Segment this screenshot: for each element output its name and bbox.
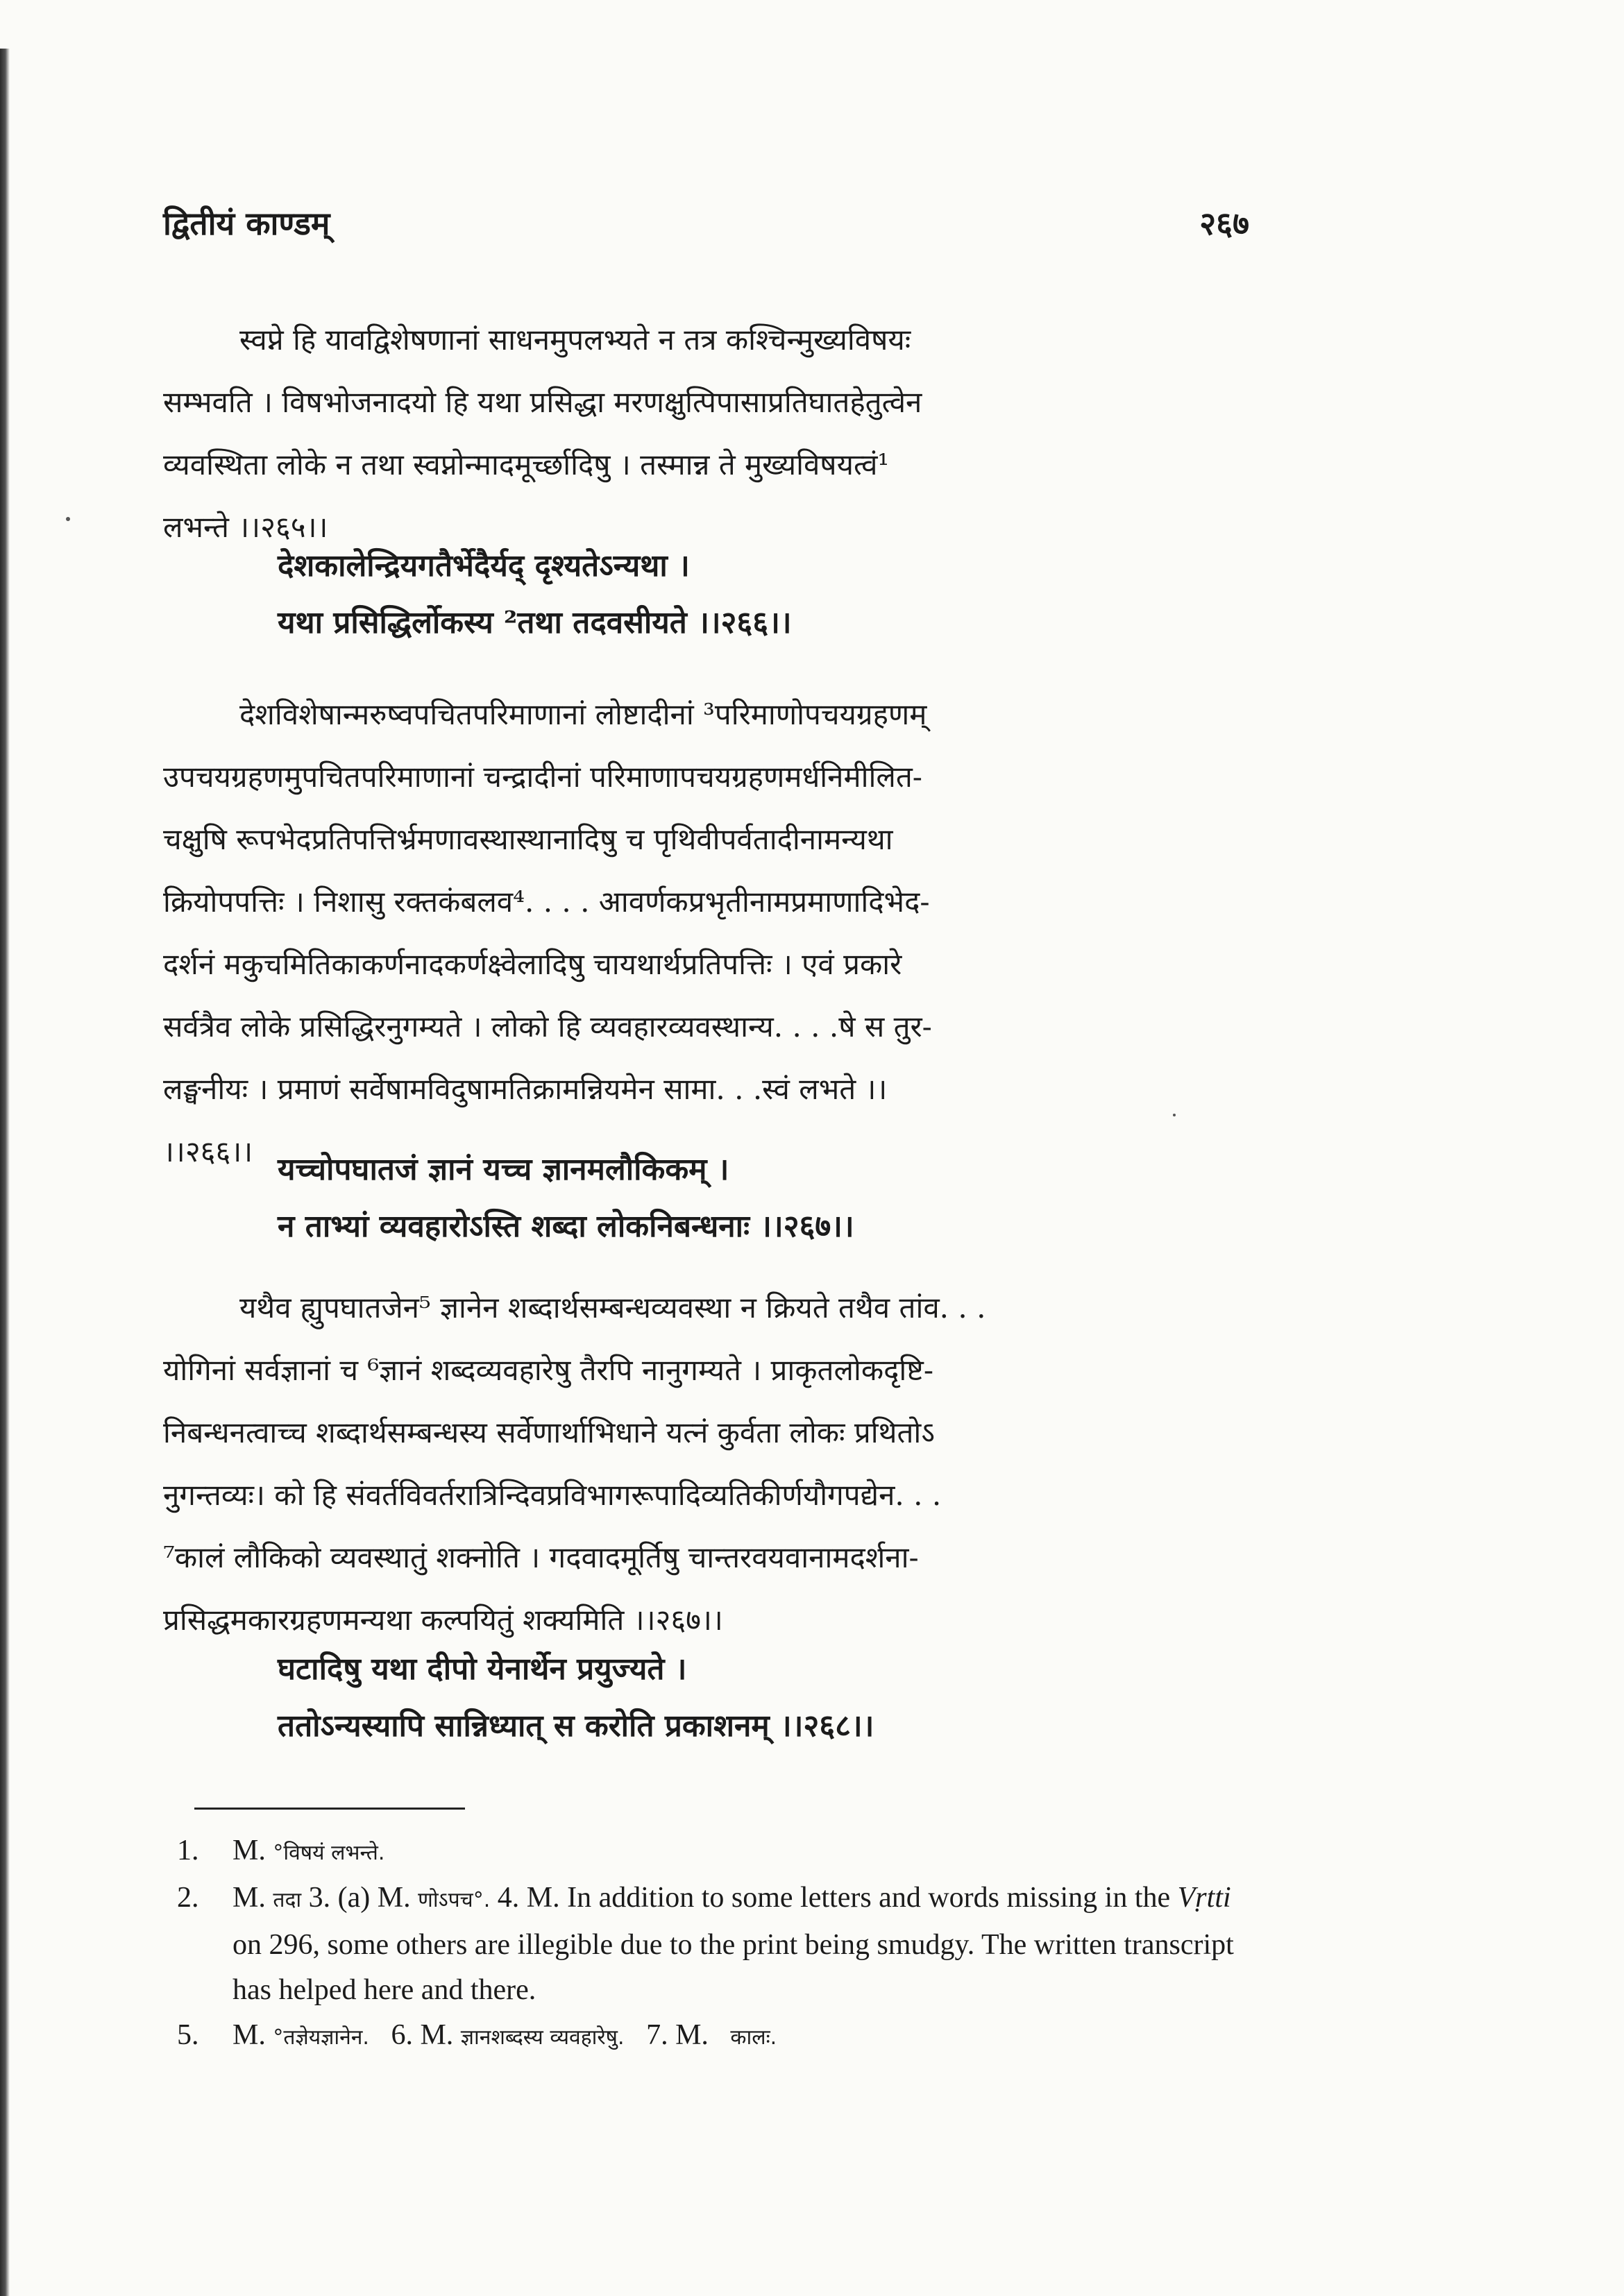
verse-266: [278, 538, 792, 652]
text-line: व्यवस्थिता लोके न तथा स्वप्नोन्मादमूर्च्छादिषु । तस्मान्न ते मुख्यविषयत्वं¹: [163, 448, 890, 482]
footnote-reading: ज्ञानशब्दस्य व्यवहारेषु.: [460, 2025, 625, 2050]
footnote-text: 3. (a) M.: [308, 1882, 411, 1914]
verse-line: न ताभ्यां व्यवहारोऽस्ति शब्दा लोकनिबन्धनाः ।।२६७।।: [278, 1209, 854, 1244]
footnote-1: [177, 1828, 1260, 1876]
verse-line: घटादिषु यथा दीपो येनार्थेन प्रयुज्यते ।: [278, 1651, 687, 1687]
footnote-reading: °तज्ञेयज्ञानेन.: [273, 2025, 369, 2050]
footnote-reading: तदा: [273, 1888, 302, 1912]
text-line: योगिनां सर्वज्ञानां च ⁶ज्ञानं शब्दव्यवहारेषु तैरपि नानुगम्यते । प्राकृतलोकदृष्टि-: [163, 1353, 934, 1387]
page-header: [163, 201, 1249, 257]
page-number: २६७: [1199, 205, 1249, 242]
footnote-text: on 296, some others are illegible due to the print being smudgy. The written transcript has helped here and there.: [232, 1929, 1234, 2006]
commentary-paragraph-266: [163, 683, 1253, 1183]
footnote-body: [232, 1828, 1260, 1876]
footnotes: [177, 1828, 1260, 2060]
verse-line: देशकालेन्द्रियगतैर्भेदैर्यद् दृश्यतेऽन्यथा ।: [278, 548, 690, 584]
text-line: देशविशेषान्मरुष्वपचितपरिमाणानां लोष्टादीनां ³परिमाणोपचयग्रहणम्: [239, 697, 927, 731]
text-line: क्रियोपपत्तिः । निशासु रक्तकंबलव⁴. . . . आवर्णकप्रभृतीनामप्रमाणादिभेद-: [163, 885, 930, 919]
text-line: सर्वत्रैव लोके प्रसिद्धिरनुगम्यते । लोको हि व्यवहारव्यवस्थान्य. . . .षे स तुर-: [163, 1010, 932, 1044]
text-line: नुगन्तव्यः। को हि संवर्तविवर्तरात्रिन्दिवप्रविभागरूपादिव्यतिकीर्णयौगपद्येन. . .: [163, 1478, 942, 1512]
text-line: ⁷कालं लौकिको व्यवस्थातुं शक्नोति । गदवादमूर्तिषु चान्तरवयवानामदर्शना-: [163, 1540, 919, 1574]
footnote-source: M.: [232, 1835, 266, 1866]
verse-268: [278, 1641, 874, 1755]
footnote-body: [232, 2013, 1260, 2060]
speck: [66, 517, 70, 521]
commentary-paragraph-267: [163, 1277, 1253, 1651]
text-line: उपचयग्रहणमुपचितपरिमाणानां चन्द्रादीनां परिमाणापचयग्रहणमर्धनिमीलित-: [163, 760, 922, 794]
text-line: ।।२६६।।: [163, 1134, 253, 1168]
footnote-number: 2.: [177, 1882, 199, 1914]
verse-267: [278, 1141, 854, 1255]
text-line: दर्शनं मकुचमितिकाकर्णनादकर्णक्ष्वेलादिषु चायथार्थप्रतिपत्तिः । एवं प्रकारे: [163, 947, 902, 981]
binding-edge: [0, 49, 10, 2296]
text-line: प्रसिद्धमकारग्रहणमन्यथा कल्पयितुं शक्यमिति ।।२६७।।: [163, 1603, 723, 1637]
text-line: चक्षुषि रूपभेदप्रतिपत्तिर्भ्रमणावस्थास्थानादिषु च पृथिवीपर्वतादीनामन्यथा: [163, 822, 893, 856]
running-title: द्वितीयं काण्डम्: [163, 205, 330, 242]
text-line: सम्भवति । विषभोजनादयो हि यथा प्रसिद्धा मरणक्षुत्पिपासाप्रतिघातहेतुत्वेन: [163, 385, 922, 419]
footnote-5: [177, 2013, 1260, 2060]
footnote-reading: णोऽपच°.: [418, 1888, 491, 1912]
verse-line: ततोऽन्यस्यापि सान्निध्यात् स करोति प्रकाशनम् ।।२६८।।: [278, 1708, 874, 1744]
commentary-paragraph-265: [163, 309, 1253, 559]
text-line: यथैव ह्युपघातजेन⁵ ज्ञानेन शब्दार्थसम्बन्धव्यवस्था न क्रियते तथैव तांव. . .: [239, 1291, 986, 1325]
footnote-text: 6. M.: [391, 2019, 454, 2051]
footnote-source: M.: [232, 2019, 266, 2051]
footnote-divider: [194, 1808, 465, 1810]
text-line: लङ्घनीयः । प्रमाणं सर्वेषामविदुषामतिक्रामन्नियमेन सामा. . .स्वं लभते ।।: [163, 1072, 888, 1106]
verse-line: यथा प्रसिद्धिर्लोकस्य ²तथा तदवसीयते ।।२६६।।: [278, 605, 792, 640]
text-line: स्वप्ने हि यावद्विशेषणानां साधनमुपलभ्यते न तत्र कश्चिन्मुख्यविषयः: [239, 323, 911, 357]
footnote-reading: कालः.: [730, 2025, 777, 2050]
footnote-body: [232, 1876, 1260, 2013]
footnote-reading: °विषयं लभन्ते.: [273, 1841, 385, 1865]
text-line: निबन्धनत्वाच्च शब्दार्थसम्बन्धस्य सर्वेणार्थाभिधाने यत्नं कुर्वता लोकः प्रथितोऽ: [163, 1415, 935, 1449]
footnote-2: [177, 1876, 1260, 2013]
footnote-number: 5.: [177, 2019, 199, 2051]
footnote-text: 4. M. In addition to some letters and words missing in the: [497, 1882, 1171, 1914]
footnote-source: M.: [232, 1882, 266, 1914]
footnote-number: 1.: [177, 1835, 199, 1866]
verse-line: यच्चोपघातजं ज्ञानं यच्च ज्ञानमलौकिकम् ।: [278, 1152, 729, 1187]
footnote-italic-term: Vṛtti: [1177, 1882, 1231, 1914]
text-line: लभन्ते ।।२६५।।: [163, 510, 328, 544]
footnote-text: 7. M.: [646, 2019, 709, 2051]
